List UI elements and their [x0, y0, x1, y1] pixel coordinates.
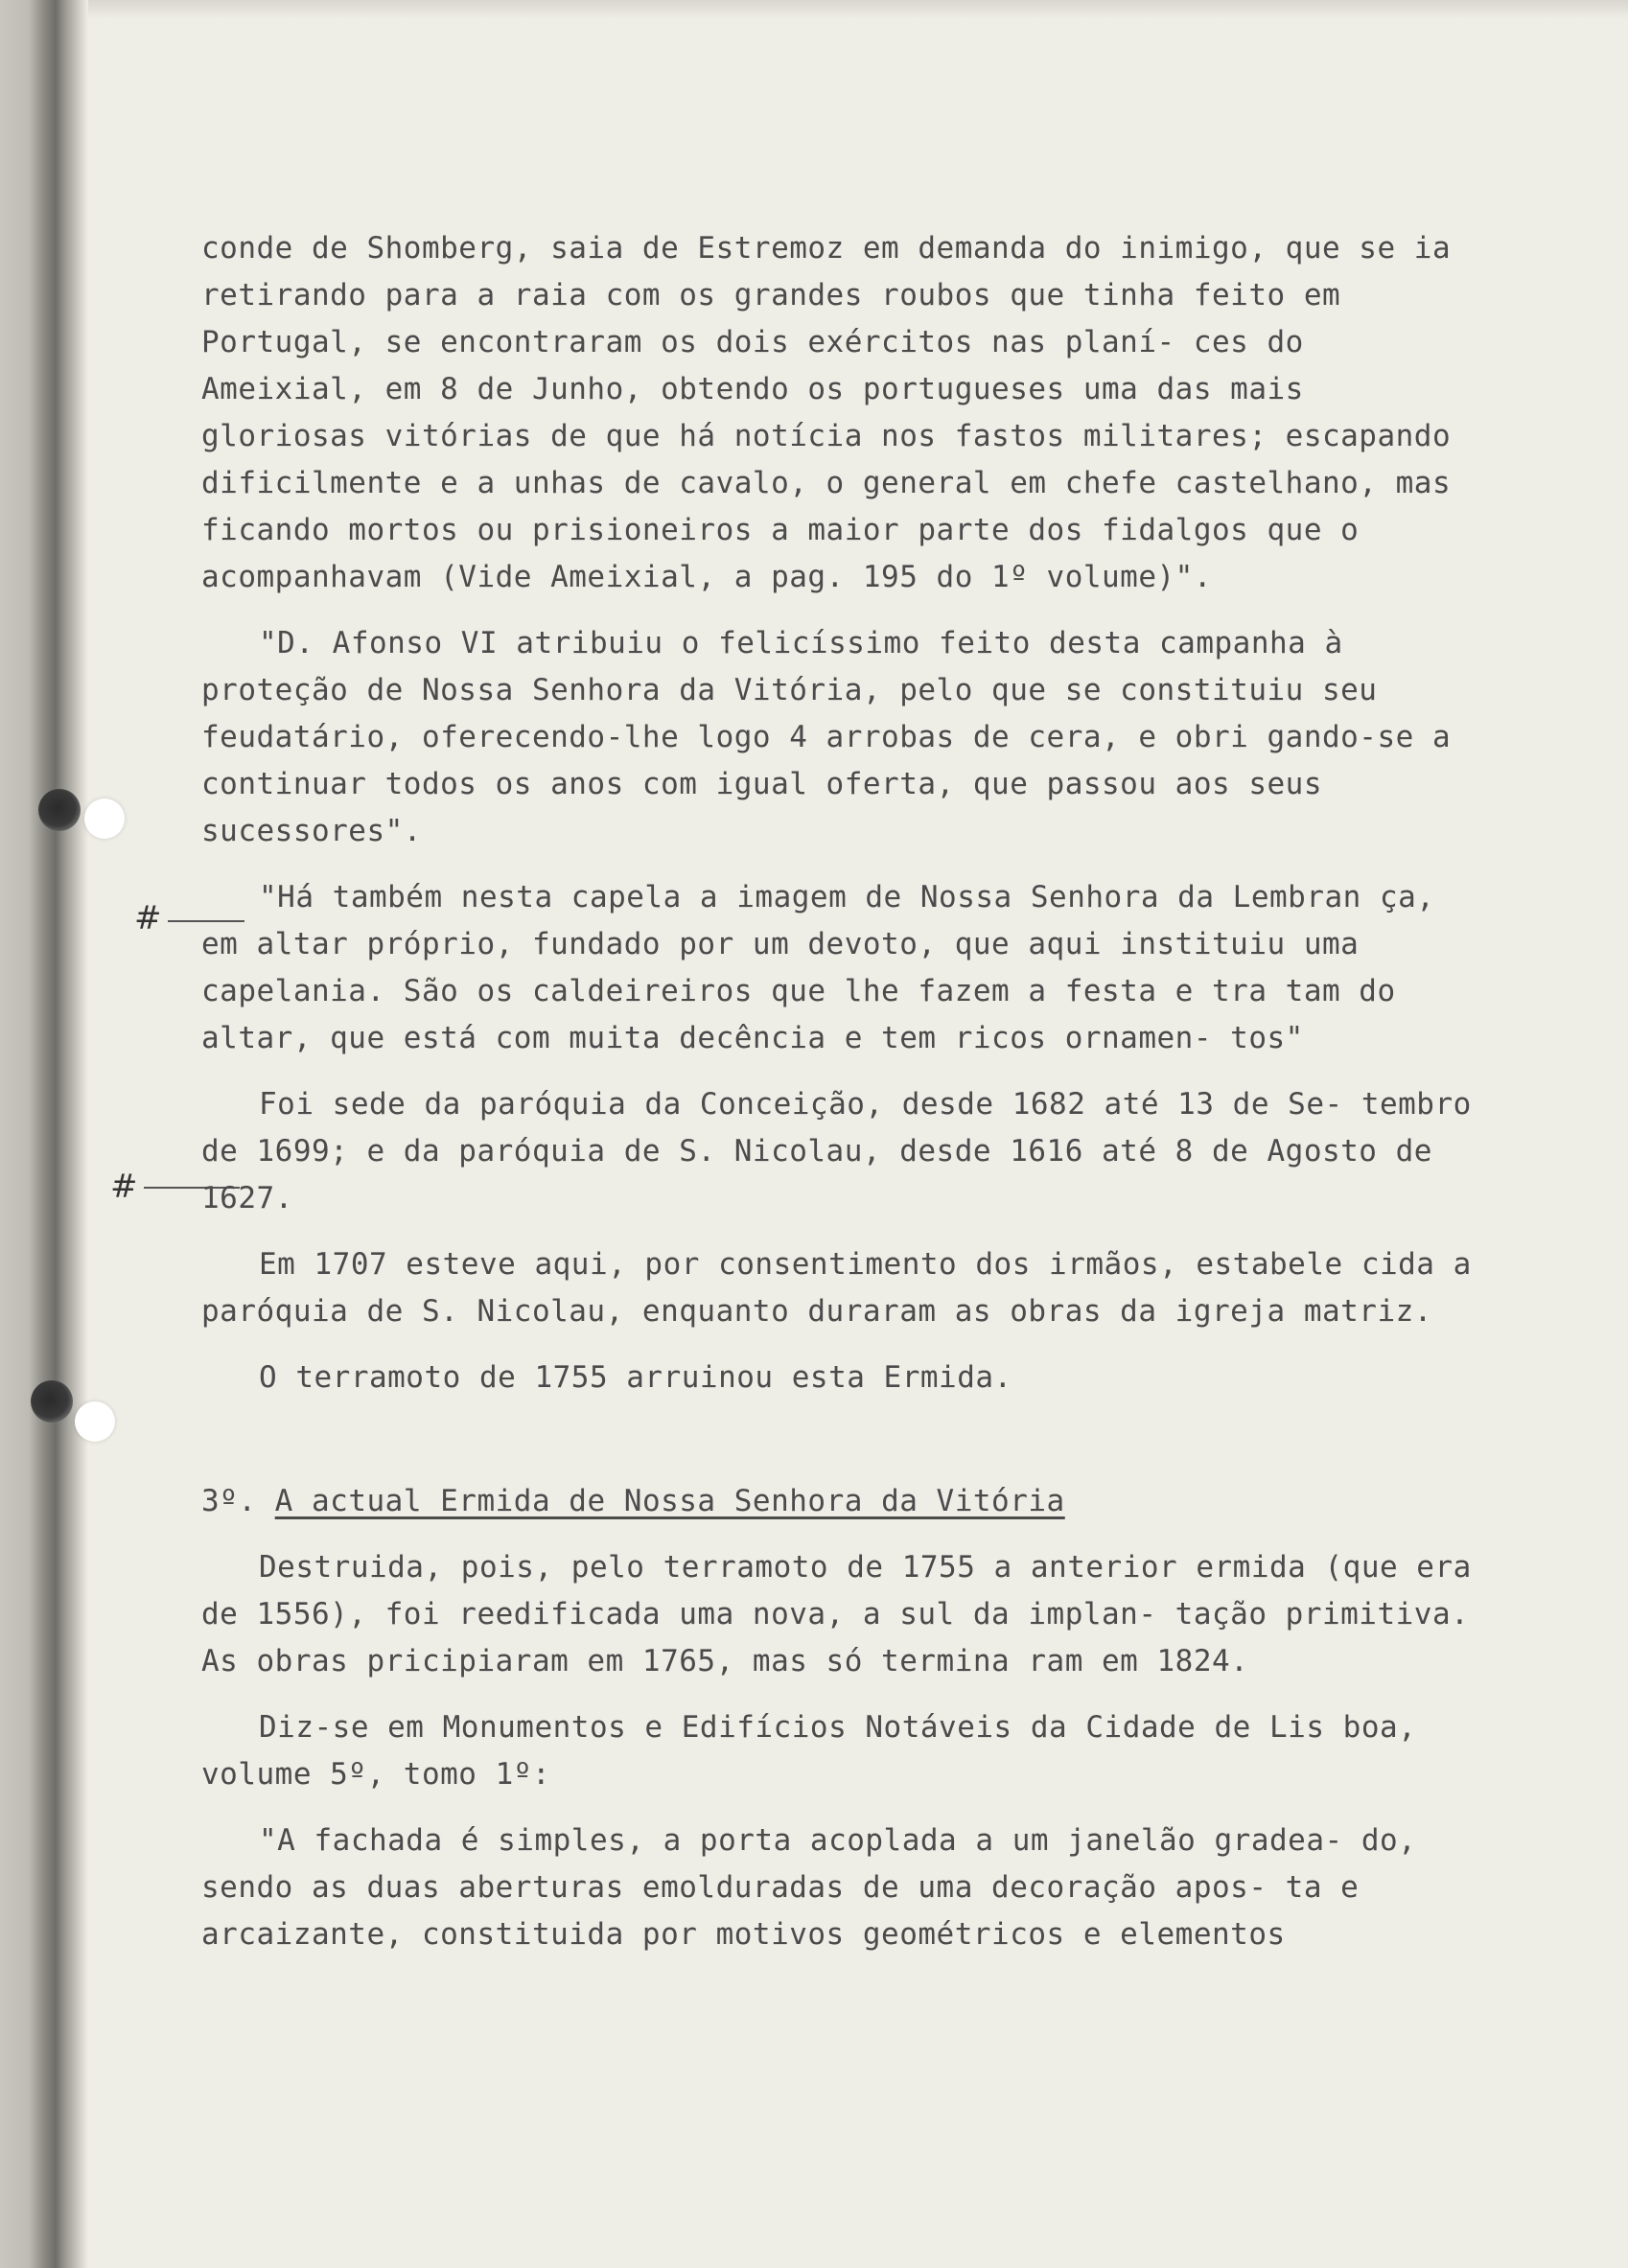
paragraph-continuation: conde de Shomberg, saia de Estremoz em demanda do inimigo, que se ia retirando para a raia com os grandes roubos que tinha feito em Portugal, se encontraram os dois exércitos nas planí- ces do Ameixial, em 8 de Junho, obtendo os portugueses uma das mais gloriosas vitórias de que há notícia nos fastos militares; escapando dificilmente e a unhas de cavalo, o general em chefe castelhano, mas ficando mortos ou prisioneiros a maior parte dos fidalgos que o acompanhavam (Vide Ameixial, a pag. 195 do 1º volume)".: [201, 231, 1452, 594]
punch-hole-reinforcement-icon: [75, 1401, 115, 1442]
paragraph-quote-lembranca: "Há também nesta capela a imagem de Nossa Senhora da Lembran ça, em altar próprio, fundado por um devoto, que aqui instituiu uma capelania. São os caldeireiros que lhe fazem a festa e tra tam do altar, que está com muita decência e tem ricos ornamen- tos": [201, 880, 1435, 1055]
binding-edge: [0, 0, 88, 2268]
paragraph-quote-afonso: "D. Afonso VI atribuiu o felicíssimo feito desta campanha à proteção de Nossa Senhora da Vitória, pelo que se constituiu seu feudatário, oferecendo-lhe logo 4 arrobas de cera, e obri gando-se a continuar todos os anos com igual oferta, que passou aos seus sucessores".: [201, 626, 1452, 848]
paragraph-parish-seat: Foi sede da paróquia da Conceição, desde 1682 até 13 de Se- tembro de 1699; e da paróquia de S. Nicolau, desde 1616 até 8 de Agosto de 1627.: [201, 1087, 1472, 1215]
paragraph-destruida: Destruida, pois, pelo terramoto de 1755 a anterior ermida (que era de 1556), foi reedificada uma nova, a sul da implan- tação primitiva. As obras pricipiaram em 1765, mas só termina ram em 1824.: [201, 1550, 1472, 1678]
paragraph-1707: Em 1707 esteve aqui, por consentimento dos irmãos, estabele cida a paróquia de S. Nicolau, enquanto duraram as obras da igreja matriz.: [201, 1247, 1472, 1329]
punch-hole-reinforcement-icon: [84, 798, 125, 839]
section-title: A actual Ermida de Nossa Senhora da Vitória: [274, 1484, 1065, 1518]
punch-hole-icon: [38, 789, 81, 831]
paragraph-quote-fachada: "A fachada é simples, a porta acoplada a um janelão gradea- do, sendo as duas aberturas emolduradas de uma decoração apos- ta e arcaizante, constituida por motivos geométricos e elementos: [201, 1823, 1417, 1952]
margin-hash-mark: #: [110, 1168, 138, 1206]
page-top-edge: [88, 0, 1628, 19]
paragraph-earthquake: O terramoto de 1755 arruinou esta Ermida.: [259, 1360, 1012, 1395]
section-number: 3º.: [201, 1484, 257, 1518]
punch-hole-icon: [31, 1380, 73, 1423]
document-body: [201, 225, 1477, 1958]
paragraph-diz-se: Diz-se em Monumentos e Edifícios Notáveis da Cidade de Lis boa, volume 5º, tomo 1º:: [201, 1710, 1417, 1792]
margin-hash-mark: #: [134, 899, 162, 937]
section-heading: [201, 1478, 1477, 1525]
